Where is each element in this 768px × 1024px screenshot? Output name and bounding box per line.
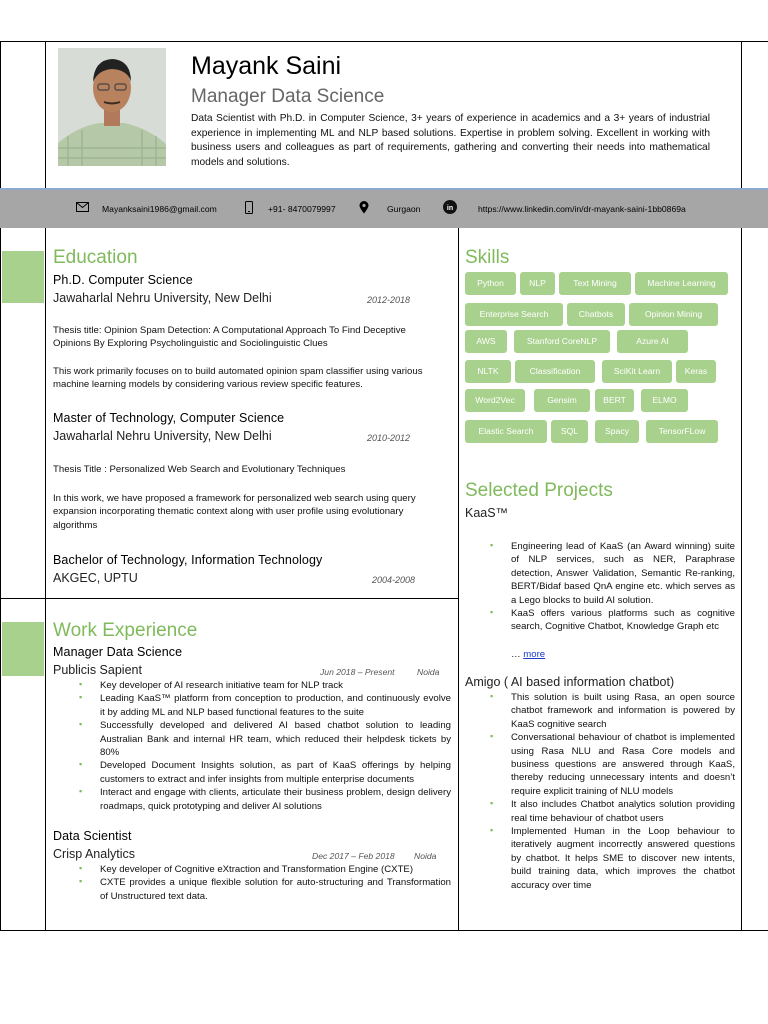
skill-chip: BERT: [595, 389, 634, 412]
skill-chip: Chatbots: [567, 303, 625, 326]
mtech-description: In this work, we have proposed a framework for personalized web search using query expansion incorporating thematic context along with user profile using evolutionary algorithms: [53, 493, 416, 531]
location-2: Noida: [414, 851, 437, 861]
skill-chip: Classification: [515, 360, 595, 383]
skill-chip: Keras: [676, 360, 716, 383]
education-marker: [2, 251, 44, 303]
candidate-name: Mayank Saini: [191, 52, 342, 80]
skill-chip: Enterprise Search: [465, 303, 563, 326]
frame-left: [0, 41, 1, 930]
location-pin-icon: [357, 200, 371, 214]
skill-chip: Python: [465, 272, 516, 295]
skill-chip: Word2Vec: [465, 389, 525, 412]
list-item: ▪ This solution is built using Rasa, an open source chatbot framework and information is powered by KaaS cognitive search: [490, 691, 735, 731]
projects-heading: Selected Projects: [465, 480, 613, 501]
skill-chip: Opinion Mining: [629, 303, 718, 326]
profile-photo: [58, 48, 166, 166]
contact-location: Gurgaon: [387, 204, 421, 214]
years-phd: 2012-2018: [367, 295, 411, 305]
job-2-bullets: [79, 863, 451, 903]
skill-chip: Gensim: [534, 389, 590, 412]
job-title-1: Manager Data Science: [53, 645, 183, 659]
phd-thesis: Thesis title: Opinion Spam Detection: A Computational Approach To Find Deceptive Opinions By Exploring Psycholinguistic and Sociolinguistic Clues: [53, 325, 406, 350]
skill-chip: AWS: [465, 330, 507, 353]
skill-chip: Azure AI: [617, 330, 688, 353]
dates-1: Jun 2018 – Present: [320, 667, 395, 677]
mtech-thesis: Thesis Title : Personalized Web Search and Evolutionary Techniques: [53, 464, 346, 475]
list-item: ▪ Implemented Human in the Loop behaviour to iteratively augment incorrectly answered questions by chatbot. It helps SME to discover new intents, build training data, which improves the chatbot accuracy over time: [490, 825, 735, 892]
company-1: Publicis Sapient: [53, 663, 142, 677]
linkedin-badge: in: [446, 204, 454, 212]
list-item: ▪ Engineering lead of KaaS (an Award winning) suite of NLP services, such as NER, Paraphrase detection, Answer Validation, Semantic Re-ranking, BERT/Bidaf based QnA engine etc. which serves as a Lego blocks to build AI solution.: [490, 540, 735, 607]
mail-icon: [75, 200, 89, 214]
skill-chip: Text Mining: [559, 272, 631, 295]
more-link[interactable]: more: [523, 649, 546, 660]
education-heading: Education: [53, 247, 138, 268]
degree-btech: Bachelor of Technology, Information Technology: [53, 553, 323, 567]
skill-chip: ELMO: [641, 389, 688, 412]
university-phd: Jawaharlal Nehru University, New Delhi: [53, 291, 272, 305]
skill-chip: Stanford CoreNLP: [514, 330, 610, 353]
frame-inner-left: [45, 41, 46, 930]
contact-phone[interactable]: +91- 8470079997: [268, 204, 336, 214]
dates-2: Dec 2017 – Feb 2018: [312, 851, 395, 861]
list-item: ▪ Key developer of AI research initiative team for NLP track: [79, 679, 451, 692]
frame-top: [0, 41, 768, 42]
phone-icon: [242, 200, 256, 214]
company-2: Crisp Analytics: [53, 847, 135, 861]
university-btech: AKGEC, UPTU: [53, 571, 138, 585]
list-item: ▪ It also includes Chatbot analytics solution providing real time behaviour of chatbot users: [490, 798, 735, 825]
degree-phd: Ph.D. Computer Science: [53, 273, 193, 287]
skill-chip: Elastic Search: [465, 420, 547, 443]
project-2-bullets: [490, 691, 735, 892]
location-1: Noida: [417, 667, 440, 677]
job-title-2: Data Scientist: [53, 829, 132, 843]
skill-chip: NLP: [520, 272, 555, 295]
list-item: ▪ Successfully developed and delivered AI based chatbot solution to leading Australian Bank and internal HR team, which reduced their helpdesk tickets by 80%: [79, 719, 451, 759]
frame-middle: [458, 228, 459, 930]
years-btech: 2004-2008: [372, 575, 416, 585]
list-item: ▪ Leading KaaS™ platform from conception to production, and continuously evolve it by adding ML and NLP based functional features to the suite: [79, 692, 451, 719]
profile-summary: Data Scientist with Ph.D. in Computer Science, 3+ years of experience in academics and a 3+ years of industrial experience in implementing ML and NLP based solutions. Expertise in problem solving. Excellent in working with business users and colleagues as part of requirements, gathering and converting their needs into mathematical models and solutions.: [191, 113, 710, 168]
skill-chip: Spacy: [595, 420, 639, 443]
list-item: ▪ Interact and engage with clients, articulate their business problem, design delivery roadmaps, quick prototyping and deliver AI solutions: [79, 786, 451, 813]
contact-email[interactable]: Mayanksaini1986@gmail.com: [102, 204, 217, 214]
years-mtech: 2010-2012: [367, 433, 411, 443]
list-item: ▪ KaaS offers various platforms such as cognitive search, Cognitive Chatbot, Knowledge Graph etc: [490, 607, 735, 634]
work-marker: [2, 622, 44, 676]
skills-heading: Skills: [465, 247, 510, 268]
project-1-bullets: [490, 540, 735, 634]
frame-row-divider: [0, 598, 458, 599]
phd-description: This work primarily focuses on to build automated opinion spam classifier using various machine learning models by considering various review specific features.: [53, 366, 423, 391]
frame-bottom: [0, 930, 768, 931]
candidate-role: Manager Data Science: [191, 86, 385, 107]
skill-chip: TensorFLow: [646, 420, 718, 443]
list-item: ▪ Conversational behaviour of chatbot is implemented using Rasa NLU and Rasa Core models and business questions are answered through KaaS, thereby reducing unnecessary intents and doesn’t require explicit training of NLU models: [490, 731, 735, 798]
ellipsis: …: [511, 649, 521, 660]
skill-chip: SQL: [551, 420, 588, 443]
degree-mtech: Master of Technology, Computer Science: [53, 411, 285, 425]
job-1-bullets: [79, 679, 451, 813]
skill-chip: NLTK: [465, 360, 511, 383]
skill-chip: SciKit Learn: [602, 360, 672, 383]
project-1-more-line: [511, 648, 545, 661]
work-heading: Work Experience: [53, 620, 198, 641]
linkedin-icon: [443, 200, 457, 214]
project-2-name: Amigo ( AI based information chatbot): [465, 675, 675, 689]
list-item: ▪ CXTE provides a unique flexible solution for auto-structuring and Transformation of Unstructured text data.: [79, 876, 451, 903]
university-mtech: Jawaharlal Nehru University, New Delhi: [53, 429, 272, 443]
list-item: ▪ Key developer of Cognitive eXtraction and Transformation Engine (CXTE): [79, 863, 451, 876]
frame-inner-right: [741, 41, 742, 930]
list-item: ▪ Developed Document Insights solution, as part of KaaS offerings by helping customers to extract and infer insights from multiple enterprise documents: [79, 759, 451, 786]
project-1-name: KaaS™: [465, 506, 509, 520]
contact-linkedin[interactable]: https://www.linkedin.com/in/dr-mayank-saini-1bb0869a: [478, 204, 686, 214]
skill-chip: Machine Learning: [635, 272, 728, 295]
